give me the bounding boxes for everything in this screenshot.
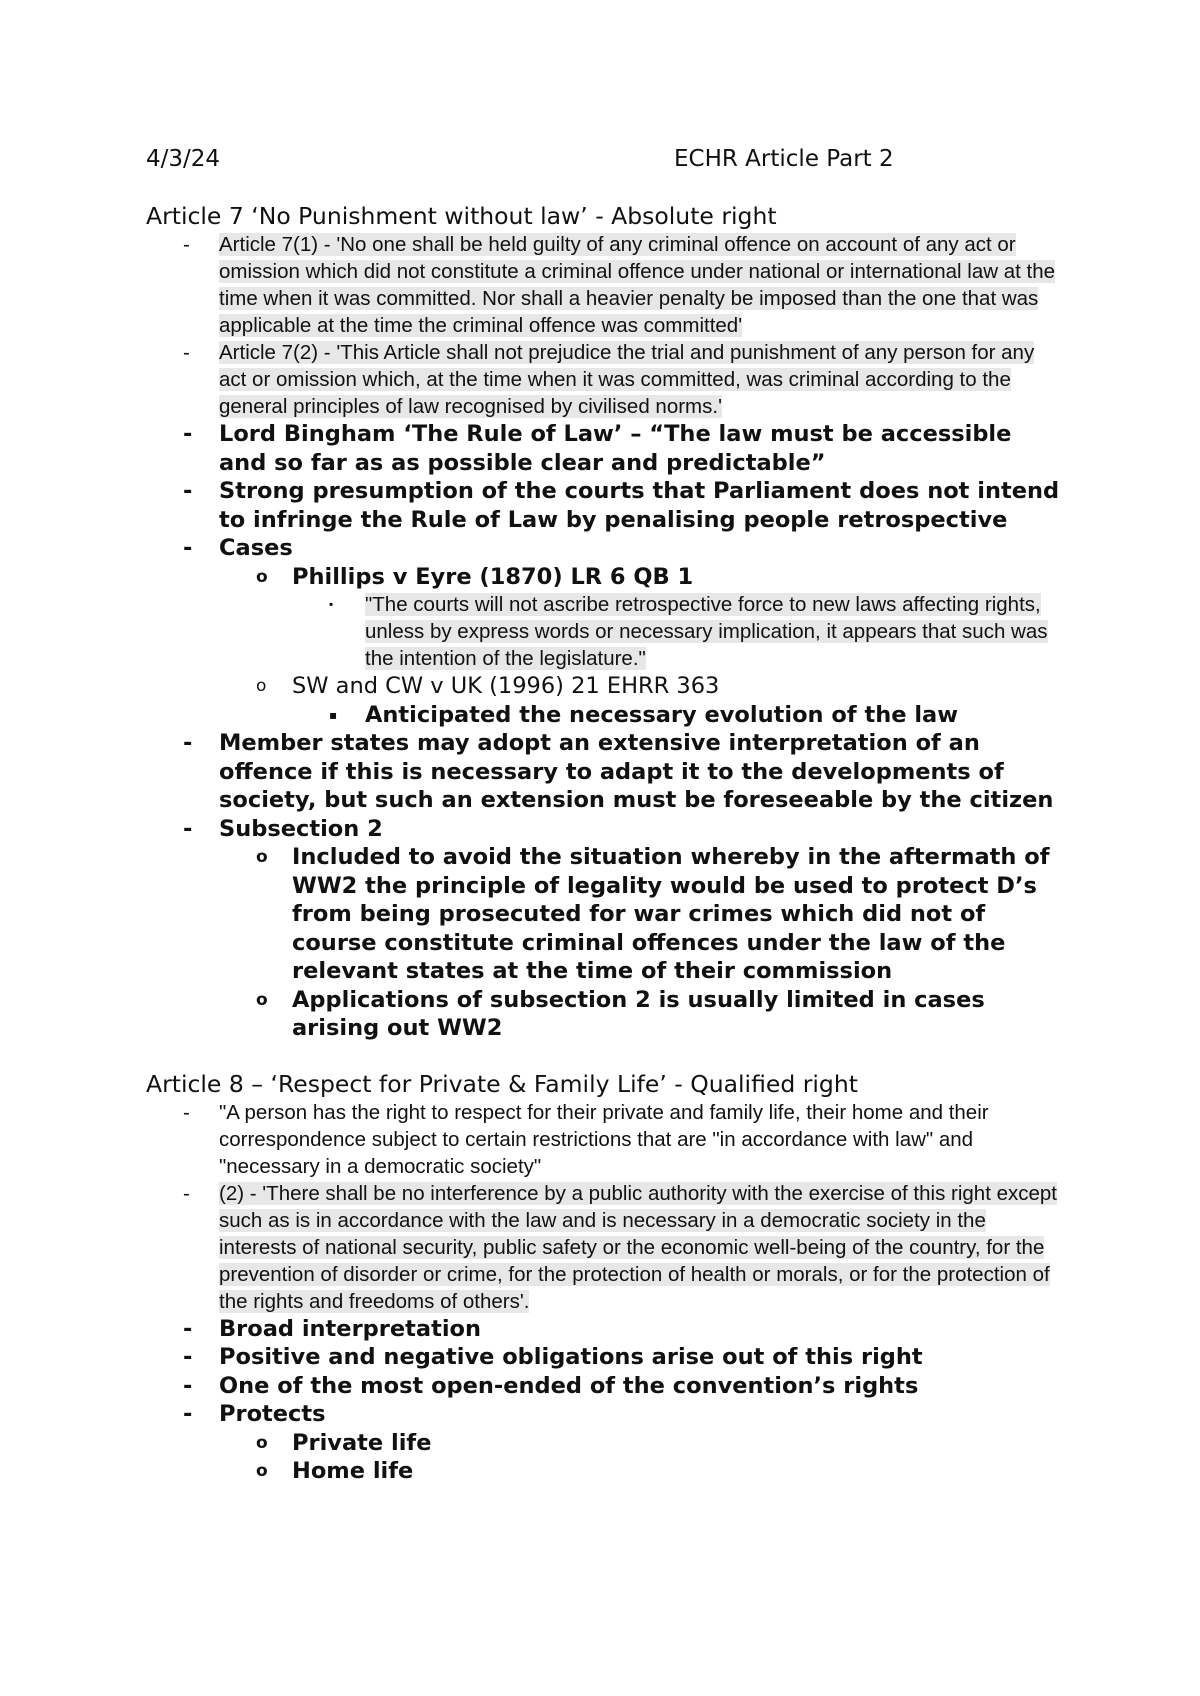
dash-bullet: -	[183, 1181, 190, 1205]
circle-bullet: o	[256, 1432, 268, 1453]
subsection-label: Subsection 2	[219, 815, 383, 842]
list-item	[146, 1180, 1066, 1315]
list-item	[146, 1429, 1066, 1458]
list-item	[146, 701, 1066, 730]
cases-label: Cases	[219, 535, 293, 561]
broad-interpretation: Broad interpretation	[219, 1315, 482, 1342]
list-item	[146, 1099, 1066, 1180]
dash-bullet: -	[183, 421, 193, 447]
dash-bullet: -	[183, 233, 190, 256]
list-item	[146, 339, 1066, 420]
case-sw-cw: SW and CW v UK (1996) 21 EHRR 363	[292, 673, 720, 699]
list-item	[146, 843, 1066, 986]
dash-bullet: -	[183, 478, 193, 504]
open-ended-text: One of the most open-ended of the convention’s rights	[219, 1372, 919, 1399]
header-title: ECHR Article Part 2	[674, 146, 894, 172]
list-item	[146, 986, 1066, 1043]
subsection-note-1: Included to avoid the situation whereby in the aftermath of WW2 the principle of legality would be used to protect D’s from being prosecuted for war crimes which did not of course constitute criminal offences under the law of the relevant states at the time of their commission	[292, 844, 1050, 984]
dash-bullet: -	[183, 1315, 193, 1342]
member-states-text: Member states may adopt an extensive interpretation of an offence if this is necessary to adapt it to the developments of society, but such an extension must be foreseeable by the citizen	[219, 730, 1054, 813]
protects-label: Protects	[219, 1401, 326, 1427]
square-bullet: ▪	[329, 597, 334, 611]
list-item	[146, 815, 1066, 844]
list-item	[146, 563, 1066, 592]
dash-bullet: -	[183, 1372, 193, 1399]
circle-bullet: o	[256, 989, 268, 1010]
list-item	[146, 1315, 1066, 1344]
list-item	[146, 231, 1066, 339]
list-item	[146, 1372, 1066, 1401]
section-gap	[146, 1043, 1066, 1070]
article7-1-quote: Article 7(1) - 'No one shall be held guilty of any criminal offence on account of any act or omission which did not constitute a criminal offence under national or international law at the time when it was committed. Nor shall a heavier penalty be imposed than the one that was applicable at the time the criminal offence was committed'	[219, 233, 1056, 337]
case-sw-cw-note: Anticipated the necessary evolution of the law	[365, 701, 959, 728]
list-item	[146, 1400, 1066, 1429]
protects-private-life: Private life	[292, 1429, 432, 1456]
dash-bullet: -	[183, 730, 193, 756]
document-body	[146, 202, 1066, 1486]
list-item	[146, 591, 1066, 672]
case-phillips: Phillips v Eyre (1870) LR 6 QB 1	[292, 563, 694, 590]
dash-bullet: -	[183, 341, 190, 364]
circle-bullet: o	[256, 847, 268, 867]
circle-bullet: o	[256, 676, 267, 696]
presumption-text: Strong presumption of the courts that Parliament does not intend to infringe the Rule of Law by penalising people retrospective	[219, 478, 1060, 533]
list-item	[146, 729, 1066, 815]
list-item	[146, 1343, 1066, 1372]
dash-bullet: -	[183, 1344, 193, 1370]
article7-2-quote: Article 7(2) - 'This Article shall not prejudice the trial and punishment of any person for any act or omission which, at the time when it was committed, was criminal according to the general principles of law recognised by civilised norms.'	[219, 341, 1035, 418]
article8-heading: Article 8 – ‘Respect for Private & Family Life’ - Qualified right	[146, 1069, 858, 1098]
header-date: 4/3/24	[146, 146, 221, 172]
list-item	[146, 1457, 1066, 1486]
dash-bullet: -	[183, 1401, 193, 1427]
circle-bullet: o	[256, 566, 268, 587]
article8-2-quote: (2) - 'There shall be no interference by a public authority with the exercise of this right except such as is in accordance with the law and is necessary in a democratic society in the interests of national security, public safety or the economic well-being of the country, for the prevention of disorder or crime, for the protection of health or morals, or for the protection of the rights and freedoms of others'.	[219, 1181, 1057, 1313]
list-item	[146, 477, 1066, 534]
subsection-note-2: Applications of subsection 2 is usually limited in cases arising out WW2	[292, 986, 985, 1041]
square-bullet: ▪	[329, 707, 338, 722]
case-phillips-quote: "The courts will not ascribe retrospective force to new laws affecting rights, unless by express words or necessary implication, it appears that such was the intention of the legislature."	[365, 593, 1048, 670]
article8-definition: "A person has the right to respect for their private and family life, their home and their correspondence subject to certain restrictions that are "in accordance with law" and "necessary in a democratic society"	[219, 1100, 989, 1178]
dash-bullet: -	[183, 535, 193, 561]
dash-bullet: -	[183, 815, 193, 842]
protects-home-life: Home life	[292, 1458, 414, 1484]
list-item	[146, 534, 1066, 563]
article7-heading: Article 7 ‘No Punishment without law’ - Absolute right	[146, 202, 777, 230]
obligations-text: Positive and negative obligations arise out of this right	[219, 1344, 923, 1370]
circle-bullet: o	[256, 1461, 268, 1481]
list-item	[146, 420, 1066, 477]
dash-bullet: -	[183, 1100, 190, 1124]
list-item	[146, 672, 1066, 701]
bingham-quote: Lord Bingham ‘The Rule of Law’ – “The law must be accessible and so far as as possible clear and predictable”	[219, 421, 1012, 476]
